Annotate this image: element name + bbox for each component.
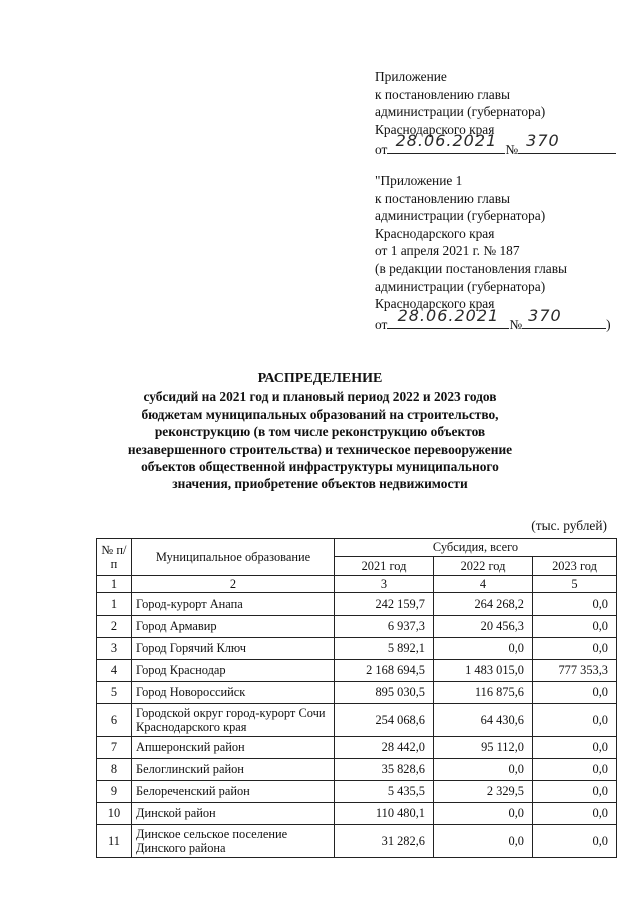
appendix-line: к постановлению главы — [375, 190, 511, 206]
handwritten-number: 370 — [526, 131, 560, 151]
row-number: 6 — [97, 704, 132, 737]
row-value-2023: 0,0 — [533, 704, 617, 737]
title-line: объектов общественной инфраструктуры муниципального — [141, 459, 499, 475]
table-body — [97, 593, 617, 858]
row-name: Динское сельское поселение Динского района — [132, 825, 335, 858]
subsidy-table — [96, 538, 617, 858]
row-value-2022: 0,0 — [434, 803, 533, 825]
row-value-2023: 0,0 — [533, 803, 617, 825]
header-year-2021: 2021 год — [335, 557, 434, 576]
number-field — [518, 131, 616, 154]
appendix-line: от 1 апреля 2021 г. № 187 — [375, 243, 520, 259]
row-value-2021: 242 159,7 — [335, 593, 434, 616]
table-row — [97, 660, 617, 682]
table-row — [97, 803, 617, 825]
row-name: Динской район — [132, 803, 335, 825]
appendix-1-block — [375, 68, 616, 159]
row-value-2021: 35 828,6 — [335, 759, 434, 781]
number-sign: № — [505, 142, 519, 158]
row-value-2022: 0,0 — [434, 825, 533, 858]
row-value-2021: 110 480,1 — [335, 803, 434, 825]
row-name: Белоглинский район — [132, 759, 335, 781]
column-number: 2 — [132, 576, 335, 593]
row-name: Апшеронский район — [132, 737, 335, 759]
column-number-row — [97, 576, 617, 593]
header-subsidy: Субсидия, всего — [335, 539, 617, 557]
table-row — [97, 704, 617, 737]
appendix-signature-line — [375, 305, 611, 334]
appendix-line: (в редакции постановления главы — [375, 260, 568, 276]
number-sign: № — [509, 316, 523, 332]
row-value-2022: 1 483 015,0 — [434, 660, 533, 682]
appendix-2-block — [375, 172, 611, 333]
row-value-2023: 777 353,3 — [533, 660, 617, 682]
row-value-2023: 0,0 — [533, 759, 617, 781]
row-name: Город-курорт Анапа — [132, 593, 335, 616]
row-number: 9 — [97, 781, 132, 803]
appendix-line: администрации (губернатора) — [375, 278, 546, 294]
document-title — [110, 370, 530, 493]
table-header-row — [97, 539, 617, 557]
row-number: 5 — [97, 682, 132, 704]
row-value-2021: 28 442,0 — [335, 737, 434, 759]
from-label: от — [375, 316, 388, 332]
appendix-line: Приложение — [375, 69, 447, 84]
appendix-line: Краснодарского края — [375, 121, 495, 137]
appendix-signature-line — [375, 131, 616, 159]
table-row — [97, 759, 617, 781]
header-year-2023: 2023 год — [533, 557, 617, 576]
handwritten-date: 28.06.2021 — [395, 131, 498, 151]
title-line: бюджетам муниципальных образований на строительство, — [141, 406, 499, 422]
handwritten-date: 28.06.2021 — [397, 305, 500, 325]
row-name: Белореченский район — [132, 781, 335, 803]
appendix-line: Краснодарского края — [375, 296, 495, 312]
date-field — [387, 305, 509, 329]
from-label: от — [375, 142, 388, 158]
table-row — [97, 682, 617, 704]
row-value-2023: 0,0 — [533, 781, 617, 803]
handwritten-number: 370 — [528, 305, 562, 325]
row-number: 4 — [97, 660, 132, 682]
title-line: реконструкцию (в том числе реконструкцию объектов — [154, 424, 486, 440]
row-value-2023: 0,0 — [533, 825, 617, 858]
appendix-line: администрации (губернатора) — [375, 208, 546, 224]
table-row — [97, 638, 617, 660]
row-value-2023: 0,0 — [533, 616, 617, 638]
row-value-2021: 5 435,5 — [335, 781, 434, 803]
row-name: Город Краснодар — [132, 660, 335, 682]
row-value-2021: 5 892,1 — [335, 638, 434, 660]
row-value-2023: 0,0 — [533, 682, 617, 704]
title-main: РАСПРЕДЕЛЕНИЕ — [257, 371, 383, 386]
appendix-line: администрации (губернатора) — [375, 104, 546, 120]
column-number: 1 — [97, 576, 132, 593]
row-number: 11 — [97, 825, 132, 858]
row-number: 8 — [97, 759, 132, 781]
row-name: Город Армавир — [132, 616, 335, 638]
row-value-2021: 895 030,5 — [335, 682, 434, 704]
appendix-line: "Приложение 1 — [375, 173, 463, 188]
column-number: 4 — [434, 576, 533, 593]
header-name: Муниципальное образование — [132, 539, 335, 576]
table-row — [97, 781, 617, 803]
number-field — [522, 305, 606, 329]
row-number: 1 — [97, 593, 132, 616]
row-value-2023: 0,0 — [533, 593, 617, 616]
row-value-2022: 0,0 — [434, 759, 533, 781]
header-year-2022: 2022 год — [434, 557, 533, 576]
row-name: Город Новороссийск — [132, 682, 335, 704]
row-value-2021: 31 282,6 — [335, 825, 434, 858]
row-value-2023: 0,0 — [533, 638, 617, 660]
table-row — [97, 616, 617, 638]
table-row — [97, 593, 617, 616]
row-number: 10 — [97, 803, 132, 825]
row-number: 7 — [97, 737, 132, 759]
closing-paren: ) — [606, 316, 611, 332]
row-value-2021: 2 168 694,5 — [335, 660, 434, 682]
header-num: № п/п — [97, 539, 132, 576]
row-value-2022: 95 112,0 — [434, 737, 533, 759]
row-value-2023: 0,0 — [533, 737, 617, 759]
table-row — [97, 737, 617, 759]
appendix-line: Краснодарского края — [375, 225, 495, 241]
table-row — [97, 825, 617, 858]
row-value-2022: 20 456,3 — [434, 616, 533, 638]
title-line: субсидий на 2021 год и плановый период 2022 и 2023 годов — [143, 389, 497, 405]
row-number: 2 — [97, 616, 132, 638]
row-value-2021: 6 937,3 — [335, 616, 434, 638]
row-name: Город Горячий Ключ — [132, 638, 335, 660]
row-value-2022: 0,0 — [434, 638, 533, 660]
column-number: 5 — [533, 576, 617, 593]
date-field — [387, 131, 505, 154]
row-value-2022: 116 875,6 — [434, 682, 533, 704]
row-value-2021: 254 068,6 — [335, 704, 434, 737]
row-value-2022: 264 268,2 — [434, 593, 533, 616]
row-name: Городской округ город-курорт Сочи Краснодарского края — [132, 704, 335, 737]
title-line: незавершенного строительства) и техническое перевооружение — [127, 441, 513, 457]
row-value-2022: 64 430,6 — [434, 704, 533, 737]
column-number: 3 — [335, 576, 434, 593]
appendix-line: к постановлению главы — [375, 86, 511, 102]
units-label: (тыс. рублей) — [531, 518, 607, 533]
row-value-2022: 2 329,5 — [434, 781, 533, 803]
title-line: значения, приобретение объектов недвижимости — [172, 476, 468, 492]
row-number: 3 — [97, 638, 132, 660]
